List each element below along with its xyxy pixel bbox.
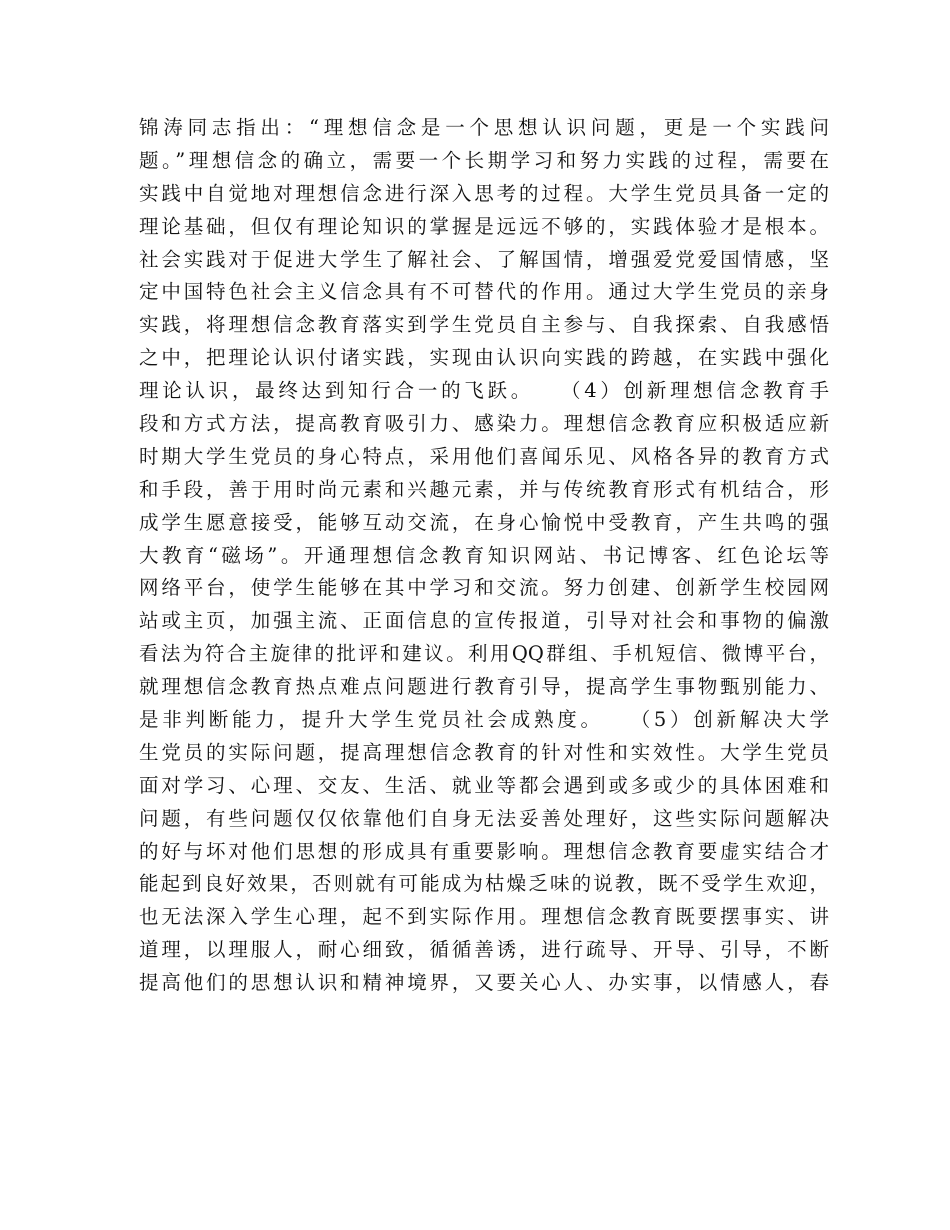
text-line: 和手段，善于用时尚元素和兴趣元素，并与传统教育形式有机结合，形 (139, 477, 829, 501)
text-line: 道理，以理服人，耐心细致，循循善诱，进行疏导、开导、引导，不断 (139, 938, 829, 962)
text-line: 提高他们的思想认识和精神境界，又要关心人、办实事，以情感人，春 (139, 971, 829, 995)
body-text (139, 112, 829, 1000)
text-line: 是非判断能力，提升大学生党员社会成熟度。 （5）创新解决大学 (139, 708, 829, 732)
text-line: 看法为符合主旋律的批评和建议。利用QQ群组、手机短信、微博平台， (139, 642, 829, 666)
text-line: 实践中自觉地对理想信念进行深入思考的过程。大学生党员具备一定的 (139, 181, 829, 205)
text-line: 之中，把理论认识付诸实践，实现由认识向实践的跨越，在实践中强化 (139, 346, 829, 370)
text-line: 站或主页，加强主流、正面信息的宣传报道，引导对社会和事物的偏激 (139, 609, 829, 633)
text-line: 题。”理想信念的确立，需要一个长期学习和努力实践的过程，需要在 (139, 148, 829, 172)
text-line: 时期大学生党员的身心特点，采用他们喜闻乐见、风格各异的教育方式 (139, 444, 829, 468)
text-line: 段和方式方法，提高教育吸引力、感染力。理想信念教育应积极适应新 (139, 412, 829, 436)
text-line: 的好与坏对他们思想的形成具有重要影响。理想信念教育要虚实结合才 (139, 839, 829, 863)
text-line: 实践，将理想信念教育落实到学生党员自主参与、自我探索、自我感悟 (139, 313, 829, 337)
text-line: 网络平台，使学生能够在其中学习和交流。努力创建、创新学生校园网 (139, 576, 829, 600)
text-line: 问题，有些问题仅仅依靠他们自身无法妥善处理好，这些实际问题解决 (139, 806, 829, 830)
text-line: 定中国特色社会主义信念具有不可替代的作用。通过大学生党员的亲身 (139, 280, 829, 304)
text-line: 锦涛同志指出：“理想信念是一个思想认识问题，更是一个实践问 (139, 116, 829, 139)
text-line: 能起到良好效果，否则就有可能成为枯燥乏味的说教，既不受学生欢迎， (139, 872, 829, 896)
text-line: 理论基础，但仅有理论知识的掌握是远远不够的，实践体验才是根本。 (139, 214, 829, 238)
text-line: 面对学习、心理、交友、生活、就业等都会遇到或多或少的具体困难和 (139, 773, 829, 797)
text-line: 成学生愿意接受，能够互动交流，在身心愉悦中受教育，产生共鸣的强 (139, 510, 829, 534)
text-line: 大教育“磁场”。开通理想信念教育知识网站、书记博客、红色论坛等 (139, 543, 829, 567)
text-line: 社会实践对于促进大学生了解社会、了解国情，增强爱党爱国情感，坚 (139, 247, 829, 271)
text-line: 也无法深入学生心理，起不到实际作用。理想信念教育既要摆事实、讲 (139, 905, 829, 929)
text-line: 理论认识，最终达到知行合一的飞跃。 （4）创新理想信念教育手 (139, 379, 829, 403)
text-line: 生党员的实际问题，提高理想信念教育的针对性和实效性。大学生党员 (139, 740, 829, 764)
text-line: 就理想信念教育热点难点问题进行教育引导，提高学生事物甄别能力、 (139, 675, 829, 699)
